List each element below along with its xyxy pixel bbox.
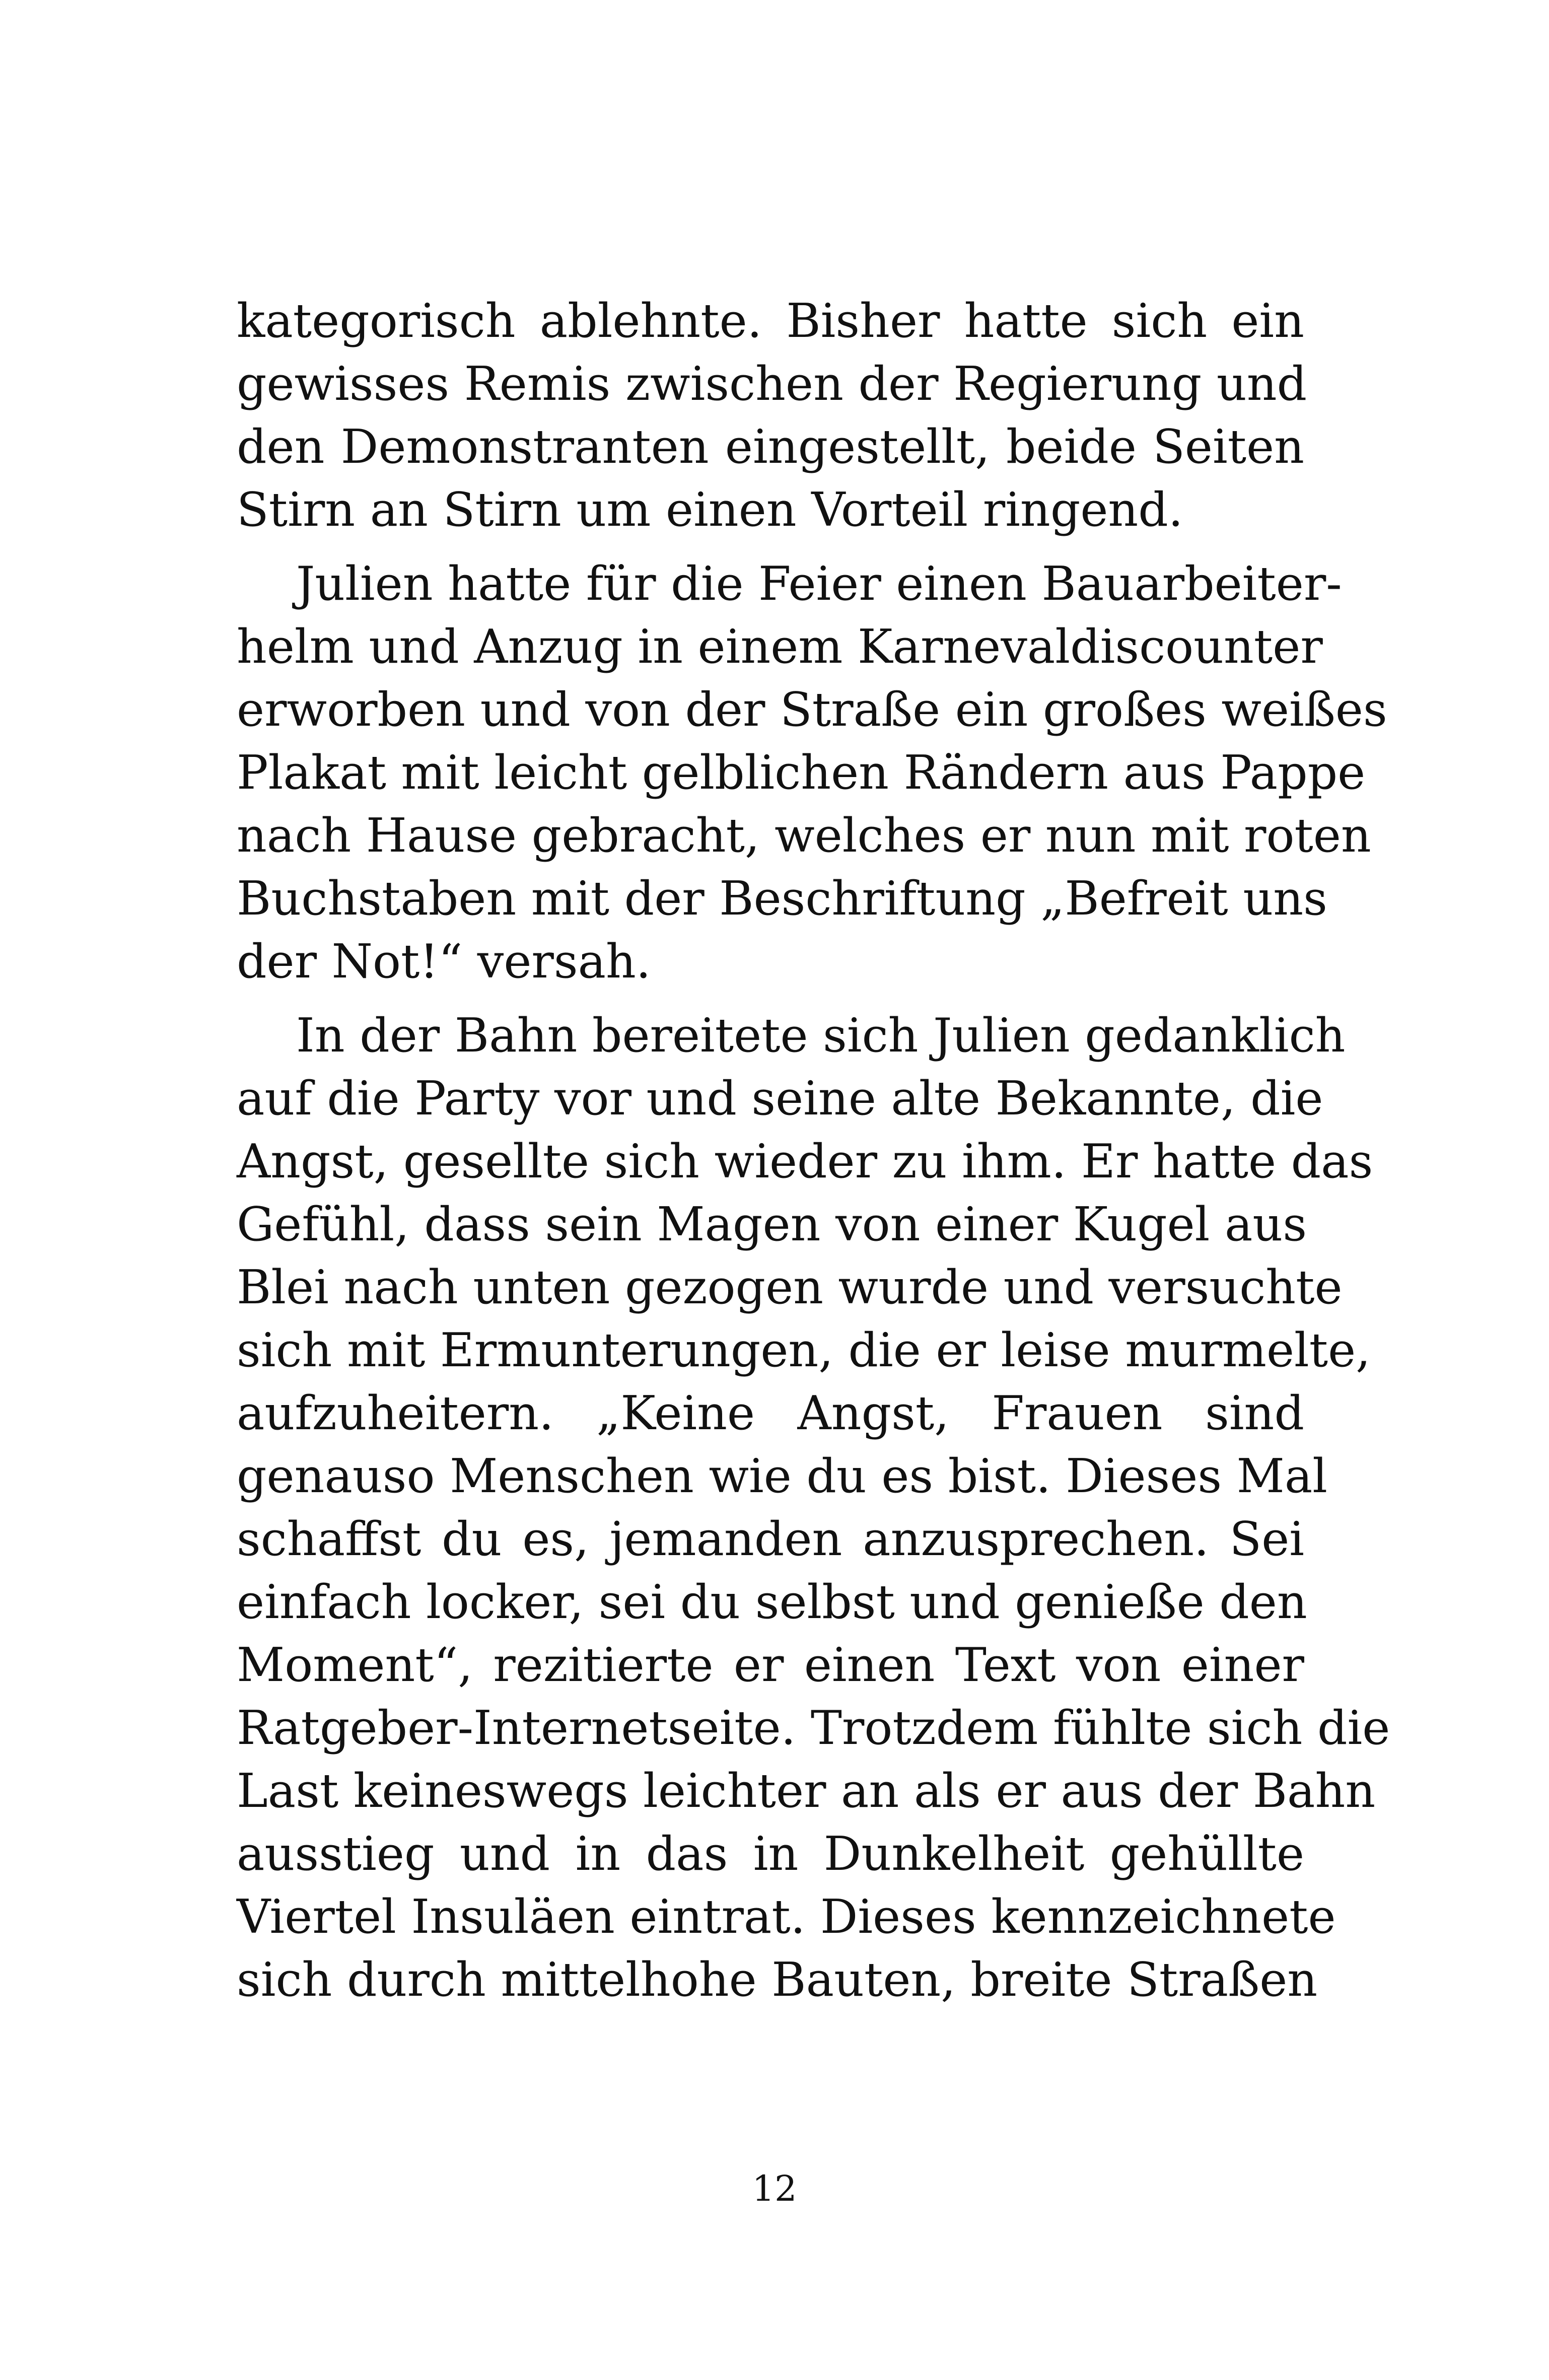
- text-line: erworben und von der Straße ein großes weißes: [237, 682, 1387, 737]
- text-line: Stirn an Stirn um einen Vorteil ringend.: [237, 482, 1183, 537]
- text-line: genauso Menschen wie du es bist. Dieses Mal: [237, 1449, 1328, 1503]
- page-number: 12: [752, 2168, 797, 2209]
- text-line: schaffst du es, jemanden anzusprechen. Sei: [237, 1512, 1304, 1566]
- text-line: kategorisch ablehnte. Bisher hatte sich ein: [237, 294, 1304, 348]
- paragraph-gap: [237, 541, 1304, 552]
- text-line: Gefühl, dass sein Magen von einer Kugel aus: [237, 1197, 1307, 1251]
- text-line: helm und Anzug in einem Karnevaldiscounter: [237, 619, 1323, 674]
- text-line: den Demonstranten eingestellt, beide Seiten: [237, 419, 1304, 474]
- text-line: In der Bahn bereitete sich Julien gedanklich: [296, 1008, 1346, 1063]
- text-line: einfach locker, sei du selbst und genieße den: [237, 1575, 1307, 1629]
- text-line: sich durch mittelhohe Bauten, breite Straßen: [237, 1952, 1318, 2007]
- text-line: Last keineswegs leichter an als er aus der Bahn: [237, 1764, 1376, 1818]
- text-line: nach Hause gebracht, welches er nun mit roten: [237, 808, 1371, 863]
- text-line: der Not!“ versah.: [237, 934, 651, 989]
- text-line: Viertel Insuläen eintrat. Dieses kennzeichnete: [237, 1889, 1336, 1944]
- text-line: sich mit Ermunterungen, die er leise murmelte,: [237, 1323, 1371, 1377]
- paragraph-gap: [237, 993, 1304, 1004]
- text-line: Blei nach unten gezogen wurde und versuchte: [237, 1260, 1343, 1314]
- text-line: auf die Party vor und seine alte Bekannte, die: [237, 1071, 1323, 1126]
- text-line: Buchstaben mit der Beschriftung „Befreit uns: [237, 871, 1327, 926]
- body-text: [237, 290, 1390, 2011]
- text-line: ausstieg und in das in Dunkelheit gehüllte: [237, 1827, 1304, 1881]
- text-line: Moment“, rezitierte er einen Text von einer: [237, 1638, 1304, 1692]
- text-line: Plakat mit leicht gelblichen Rändern aus Pappe: [237, 745, 1366, 800]
- text-line: gewisses Remis zwischen der Regierung und: [237, 357, 1307, 411]
- text-line: Ratgeber-Internetseite. Trotzdem fühlte sich die: [237, 1701, 1390, 1755]
- text-line: Julien hatte für die Feier einen Bauarbeiter-: [296, 556, 1342, 611]
- text-line: Angst, gesellte sich wieder zu ihm. Er hatte das: [237, 1134, 1373, 1188]
- text-line: aufzuheitern. „Keine Angst, Frauen sind: [237, 1386, 1304, 1440]
